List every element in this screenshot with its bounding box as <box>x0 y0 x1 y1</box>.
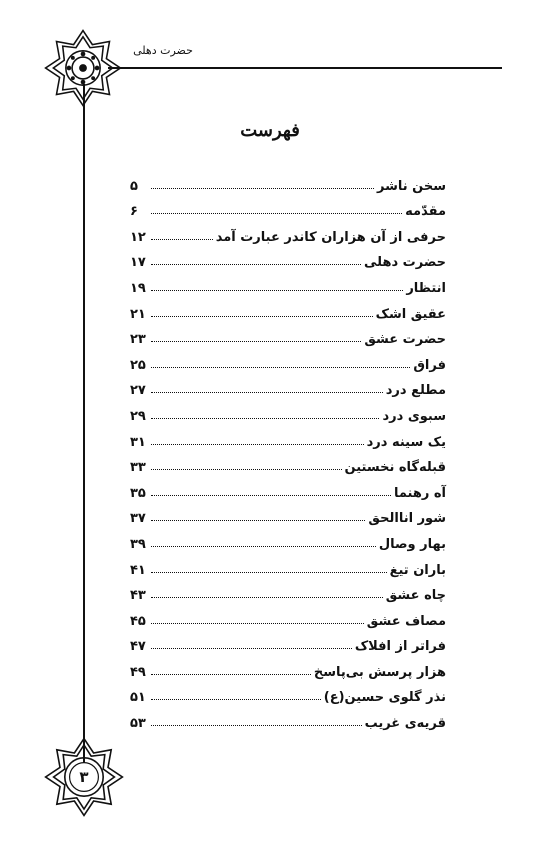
toc-entry-page: ۲۹ <box>130 408 146 424</box>
page-title: فهرست <box>240 120 300 141</box>
toc-entry <box>130 450 446 476</box>
toc-entry-title: مصاف عشق <box>366 613 446 629</box>
toc-entry-page: ۴۹ <box>130 664 146 680</box>
toc-entry-title: مطلع درد <box>385 383 446 399</box>
toc-leader-dots <box>151 213 402 214</box>
toc-leader-dots <box>151 725 362 726</box>
toc-entry <box>130 296 446 322</box>
toc-leader-dots <box>151 290 403 291</box>
toc-entry <box>130 705 446 731</box>
toc-entry-title: یک سینه درد <box>366 434 446 450</box>
toc-entry-title: هزار پرسش بی‌پاسخ <box>313 664 446 680</box>
header-rule <box>108 67 502 69</box>
toc-entry-page: ۵ <box>130 178 138 194</box>
toc-entry <box>130 168 446 194</box>
toc-entry-title: قریه‌ی غریب <box>364 716 446 732</box>
toc-entry-title: باران تیغ <box>389 562 446 578</box>
toc-leader-dots <box>151 546 376 547</box>
toc-entry-title: فراق <box>413 357 446 373</box>
toc-entry-title: بهار وصال <box>378 536 446 552</box>
toc-entry <box>130 680 446 706</box>
toc-entry-page: ۲۱ <box>130 306 146 322</box>
toc-entry <box>130 245 446 271</box>
toc-leader-dots <box>151 699 321 700</box>
running-head: حضرت دهلی <box>133 44 193 57</box>
toc-entry-page: ۳۹ <box>130 536 146 552</box>
toc-leader-dots <box>151 239 213 240</box>
toc-entry <box>130 270 446 296</box>
toc-entry-page: ۲۳ <box>130 332 146 348</box>
toc-entry-page: ۳۳ <box>130 460 146 476</box>
toc-entry <box>130 373 446 399</box>
toc-entry-title: حرفی از آن هزاران کاندر عبارت آمد <box>215 229 446 245</box>
toc-leader-dots <box>151 495 391 496</box>
toc-entry-page: ۶ <box>130 204 138 220</box>
toc-entry-title: آه رهنما <box>393 485 446 501</box>
toc-leader-dots <box>151 188 374 189</box>
toc-entry-title: شور اناالحق <box>368 511 446 527</box>
toc-leader-dots <box>151 648 352 649</box>
toc-leader-dots <box>151 597 383 598</box>
toc-leader-dots <box>151 367 410 368</box>
toc-entry <box>130 322 446 348</box>
toc-entry-title: قبله‌گاه نخستین <box>344 460 446 476</box>
toc-entry <box>130 578 446 604</box>
toc-entry <box>130 219 446 245</box>
margin-rule <box>83 84 85 764</box>
toc-entry-page: ۴۱ <box>130 562 146 578</box>
toc-leader-dots <box>151 444 364 445</box>
toc-entry <box>130 347 446 373</box>
toc-leader-dots <box>151 623 364 624</box>
toc-leader-dots <box>151 264 361 265</box>
toc-entry <box>130 552 446 578</box>
toc-entry-page: ۲۷ <box>130 383 146 399</box>
toc-entry-title: سبوی درد <box>382 408 446 424</box>
toc-entry <box>130 526 446 552</box>
toc-entry-title: عقیق اشک <box>375 306 446 322</box>
toc-entry <box>130 501 446 527</box>
toc-entry-title: چاه عشق <box>385 588 446 604</box>
toc-entry <box>130 424 446 450</box>
toc-entry-page: ۳۵ <box>130 485 146 501</box>
toc-entry-page: ۲۵ <box>130 357 146 373</box>
toc-entry-title: انتظار <box>406 280 446 296</box>
toc-entry-title: نذر گلوی حسین(ع) <box>323 690 446 706</box>
toc-leader-dots <box>151 341 361 342</box>
toc-leader-dots <box>151 469 342 470</box>
toc-entry <box>130 475 446 501</box>
toc-entry <box>130 194 446 220</box>
toc-leader-dots <box>151 572 387 573</box>
toc-entry-title: حضرت دهلی <box>364 255 446 271</box>
toc-leader-dots <box>151 520 365 521</box>
page-number: ۳ <box>79 768 89 786</box>
toc-entry-page: ۴۵ <box>130 613 146 629</box>
toc-leader-dots <box>151 392 383 393</box>
rosette-ornament-icon <box>44 29 122 107</box>
toc-entry-page: ۳۷ <box>130 511 146 527</box>
toc-entry-page: ۵۳ <box>130 716 146 732</box>
toc-entry <box>130 603 446 629</box>
toc-entry <box>130 629 446 655</box>
toc-entry-page: ۱۷ <box>130 255 146 271</box>
toc-entry-page: ۱۹ <box>130 280 146 296</box>
toc-leader-dots <box>151 674 311 675</box>
toc-entry-title: سخن ناشر <box>376 178 446 194</box>
toc-entry-page: ۳۱ <box>130 434 146 450</box>
toc-entry-page: ۵۱ <box>130 690 146 706</box>
toc-entry-title: فراتر از افلاک <box>354 639 446 655</box>
toc-leader-dots <box>151 418 379 419</box>
toc-entry-page: ۴۳ <box>130 588 146 604</box>
toc-list <box>130 168 446 731</box>
toc-entry <box>130 398 446 424</box>
toc-entry <box>130 654 446 680</box>
toc-entry-page: ۱۲ <box>130 229 146 245</box>
toc-entry-title: حضرت عشق <box>364 332 446 348</box>
toc-entry-title: مقدّمه <box>405 204 446 220</box>
toc-entry-page: ۴۷ <box>130 639 146 655</box>
toc-leader-dots <box>151 316 373 317</box>
